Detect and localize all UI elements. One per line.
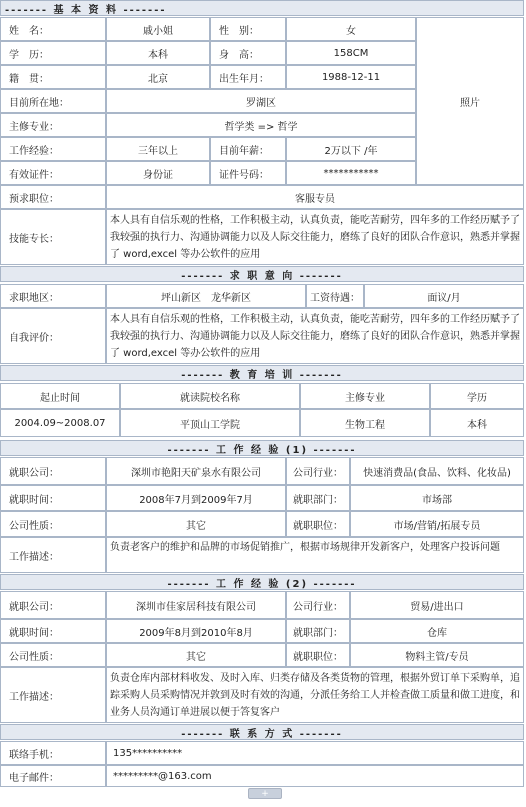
edu-major-value: 生物工程	[300, 409, 430, 437]
work2-desc-label: 工作描述：	[0, 667, 106, 723]
work2-nature-value: 其它	[106, 643, 286, 667]
work2-nature-label: 公司性质：	[0, 643, 106, 667]
skill-label: 技能专长：	[0, 209, 106, 265]
area-value: 坪山新区 龙华新区	[106, 284, 306, 308]
phone-label: 联络手机：	[0, 741, 106, 765]
edu-header-major: 主修专业	[300, 383, 430, 409]
edu-time-value: 2004.09~2008.07	[0, 409, 120, 437]
self-eval-label: 自我评价：	[0, 308, 106, 364]
experience-value: 三年以上	[106, 137, 210, 161]
expand-button[interactable]: +	[248, 788, 282, 799]
work2-time-value: 2009年8月到2010年8月	[106, 619, 286, 643]
work2-time-label: 就职时间：	[0, 619, 106, 643]
skill-value: 本人具有自信乐观的性格，工作积极主动，认真负责，能吃苦耐劳，四年多的工作经历赋予了我较强的执行力、沟通协调能力以及人际交往能力，磨练了良好的团队合作意识，熟悉并掌握了 word,excel 等办公软件的应用	[106, 209, 524, 265]
work1-company-value: 深圳市艳阳天矿泉水有限公司	[106, 457, 286, 485]
section-intent-header: ------- 求 职 意 向 -------	[0, 266, 524, 282]
work1-time-value: 2008年7月到2009年7月	[106, 485, 286, 511]
position-label: 预求职位：	[0, 185, 106, 209]
work1-industry-label: 公司行业：	[286, 457, 350, 485]
pay-value: 面议/月	[364, 284, 524, 308]
height-value: 158CM	[286, 41, 416, 65]
work1-dept-label: 就职部门：	[286, 485, 350, 511]
photo-placeholder: 照片	[416, 17, 524, 185]
work2-desc-value: 负责仓库内部材料收发、及时入库、归类存储及各类货物的管理，根据外贸订单下采购单，追踪采购人员采购情况并敦到及时有效的沟通，分派任务给工人并检查做工质量和做工进度，和业务人员沟通订单进展以便于答复客户	[106, 667, 524, 723]
work2-industry-value: 贸易/进出口	[350, 591, 524, 619]
work1-desc-value: 负责老客户的维护和品牌的市场促销推广，根据市场规律开发新客户，处理客户投诉问题	[106, 537, 524, 573]
edu-header-time: 起止时间	[0, 383, 120, 409]
work1-dept-value: 市场部	[350, 485, 524, 511]
edu-header-degree: 学历	[430, 383, 524, 409]
section-work1-header: ------- 工 作 经 验 (1) -------	[0, 440, 524, 456]
work2-job-value: 物料主管/专员	[350, 643, 524, 667]
work2-job-label: 就职职位：	[286, 643, 350, 667]
pay-label: 工资待遇：	[306, 284, 364, 308]
section-basic-header: ------- 基 本 资 料 -------	[0, 0, 524, 16]
work1-nature-value: 其它	[106, 511, 286, 537]
work1-job-value: 市场/营销/拓展专员	[350, 511, 524, 537]
gender-label: 性 别：	[210, 17, 286, 41]
email-label: 电子邮件：	[0, 765, 106, 787]
section-contact-header: ------- 联 系 方 式 -------	[0, 724, 524, 740]
location-label: 目前所在地：	[0, 89, 106, 113]
email-value[interactable]: *********@163.com	[106, 765, 524, 787]
work1-desc-label: 工作描述：	[0, 537, 106, 573]
major-label: 主修专业：	[0, 113, 106, 137]
education-value: 本科	[106, 41, 210, 65]
work1-job-label: 就职职位：	[286, 511, 350, 537]
location-value: 罗湖区	[106, 89, 416, 113]
experience-label: 工作经验：	[0, 137, 106, 161]
edu-degree-value: 本科	[430, 409, 524, 437]
id-number-value: ***********	[286, 161, 416, 185]
gender-value: 女	[286, 17, 416, 41]
birth-label: 出生年月：	[210, 65, 286, 89]
origin-value: 北京	[106, 65, 210, 89]
work2-company-value: 深圳市佳家居科技有限公司	[106, 591, 286, 619]
work1-company-label: 就职公司：	[0, 457, 106, 485]
work1-nature-label: 公司性质：	[0, 511, 106, 537]
work1-time-label: 就职时间：	[0, 485, 106, 511]
phone-value: 135**********	[106, 741, 524, 765]
section-education-header: ------- 教 育 培 训 -------	[0, 365, 524, 381]
edu-header-school: 就读院校名称	[120, 383, 300, 409]
id-type-label: 有效证件：	[0, 161, 106, 185]
name-value: 戚小姐	[106, 17, 210, 41]
work2-company-label: 就职公司：	[0, 591, 106, 619]
salary-label: 目前年薪：	[210, 137, 286, 161]
name-label: 姓 名：	[0, 17, 106, 41]
position-value: 客服专员	[106, 185, 524, 209]
salary-value: 2万以下 /年	[286, 137, 416, 161]
edu-school-value: 平顶山工学院	[120, 409, 300, 437]
work1-industry-value: 快速消费品(食品、饮料、化妆品)	[350, 457, 524, 485]
area-label: 求职地区：	[0, 284, 106, 308]
education-label: 学 历：	[0, 41, 106, 65]
height-label: 身 高：	[210, 41, 286, 65]
work2-industry-label: 公司行业：	[286, 591, 350, 619]
birth-value: 1988-12-11	[286, 65, 416, 89]
self-eval-value: 本人具有自信乐观的性格，工作积极主动，认真负责，能吃苦耐劳，四年多的工作经历赋予了我较强的执行力、沟通协调能力以及人际交往能力，磨练了良好的团队合作意识，熟悉并掌握了 word,excel 等办公软件的应用	[106, 308, 524, 364]
section-work2-header: ------- 工 作 经 验 (2) -------	[0, 574, 524, 590]
id-number-label: 证件号码：	[210, 161, 286, 185]
id-type-value: 身份证	[106, 161, 210, 185]
work2-dept-value: 仓库	[350, 619, 524, 643]
major-value: 哲学类 => 哲学	[106, 113, 416, 137]
origin-label: 籍 贯：	[0, 65, 106, 89]
work2-dept-label: 就职部门：	[286, 619, 350, 643]
